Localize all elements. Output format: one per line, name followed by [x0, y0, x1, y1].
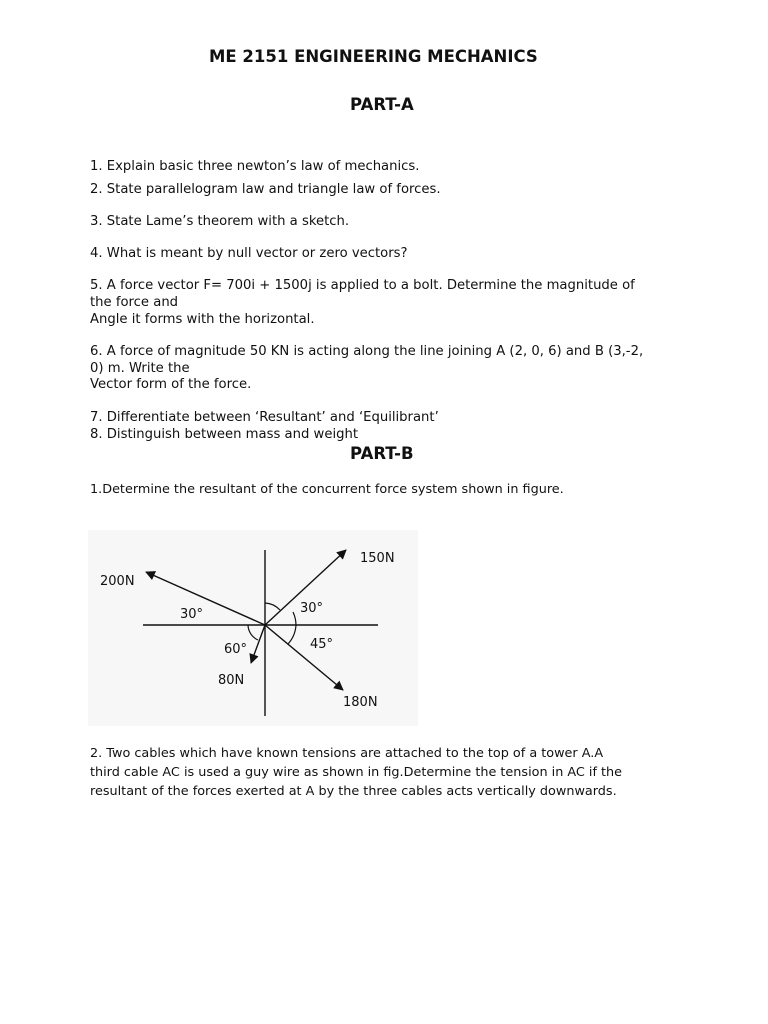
question-a8: 8. Distinguish between mass and weight — [90, 427, 359, 442]
force-label-80n: 80N — [218, 673, 245, 688]
force-label-150n: 150N — [360, 551, 395, 566]
angle-label-150n: 30° — [300, 601, 324, 616]
part-b-heading: PART-B — [350, 444, 414, 463]
question-a1: 1. Explain basic three newton’s law of mechanics. — [90, 159, 420, 174]
angle-label-80n: 60° — [224, 642, 248, 657]
part-a-heading: PART-A — [350, 95, 414, 114]
question-a5-line2: the force and — [90, 295, 179, 310]
question-a5-line3: Angle it forms with the horizontal. — [90, 312, 315, 327]
question-a5-line1: 5. A force vector F= 700i + 1500j is applied to a bolt. Determine the magnitude of — [90, 278, 635, 293]
question-a3: 3. State Lame’s theorem with a sketch. — [90, 214, 350, 229]
question-a6-line3: Vector form of the force. — [90, 377, 252, 392]
document-title: ME 2151 ENGINEERING MECHANICS — [209, 47, 538, 66]
question-a2: 2. State parallelogram law and triangle law of forces. — [90, 182, 441, 197]
question-a6-line1: 6. A force of magnitude 50 KN is acting along the line joining A (2, 0, 6) and B (3,-2, — [90, 344, 644, 359]
question-a6-line2: 0) m. Write the — [90, 361, 190, 376]
angle-label-200n: 30° — [180, 607, 204, 622]
question-b2-line1: 2. Two cables which have known tensions are attached to the top of a tower A.A — [90, 746, 604, 761]
force-diagram — [88, 530, 418, 726]
force-label-180n: 180N — [343, 695, 378, 710]
question-a7: 7. Differentiate between ‘Resultant’ and ‘Equilibrant’ — [90, 410, 439, 425]
force-label-200n: 200N — [100, 574, 135, 589]
question-b2-line3: resultant of the forces exerted at A by the three cables acts vertically downwards. — [90, 784, 617, 799]
question-b1: 1.Determine the resultant of the concurrent force system shown in figure. — [90, 482, 564, 497]
question-b2-line2: third cable AC is used a guy wire as shown in fig.Determine the tension in AC if the — [90, 765, 623, 780]
question-a4: 4. What is meant by null vector or zero vectors? — [90, 246, 408, 261]
angle-label-180n: 45° — [310, 637, 334, 652]
